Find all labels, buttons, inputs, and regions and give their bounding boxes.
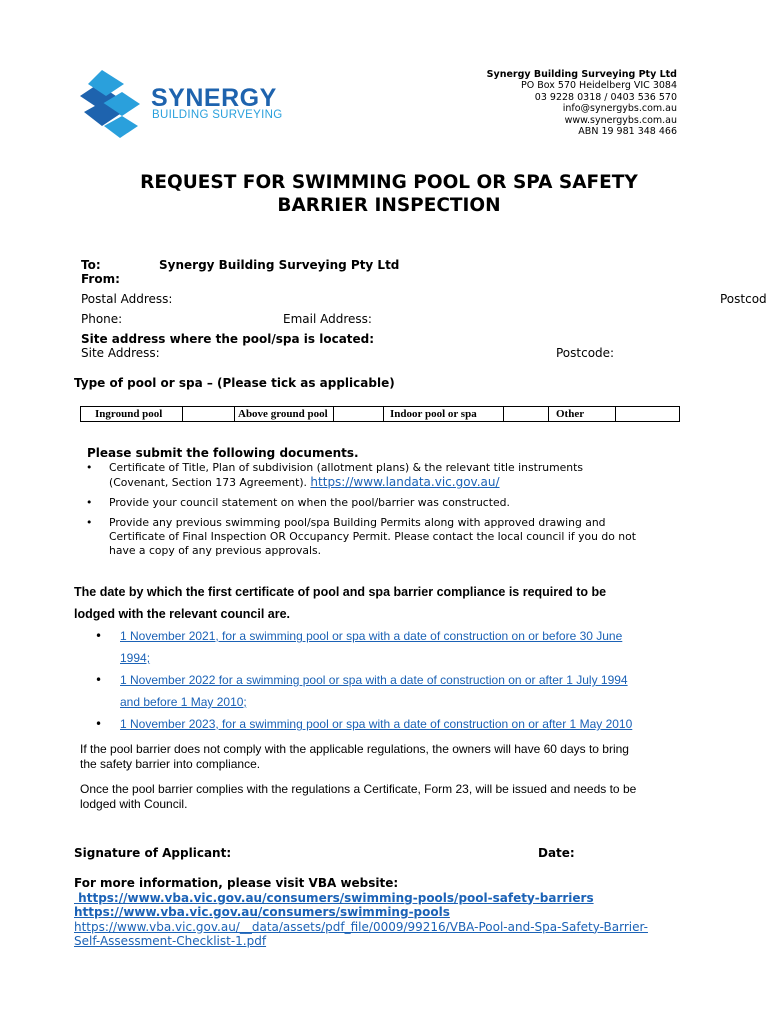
date-link-2022-cont[interactable]: and before 1 May 2010;: [120, 695, 247, 709]
from-label[interactable]: From:: [81, 272, 120, 286]
phone-label[interactable]: Phone:: [81, 312, 123, 326]
certificate-paragraph: Once the pool barrier complies with the regulations a Certificate, Form 23, will be issued and needs to be lodged with Council.: [80, 782, 637, 811]
pool-option-label: Other: [549, 407, 616, 421]
compliance-heading-2: lodged with the relevant council are.: [74, 607, 291, 621]
vba-swimming-pools-link[interactable]: https://www.vba.vic.gov.au/consumers/swimming-pools: [74, 905, 450, 919]
pool-option-checkbox[interactable]: [616, 407, 679, 421]
postcode-label-right[interactable]: Postcod: [720, 292, 767, 306]
title-line-1: REQUEST FOR SWIMMING POOL OR SPA SAFETY: [140, 172, 638, 193]
date-link-2021[interactable]: 1 November 2021, for a swimming pool or spa with a date of construction on or before 30 June: [120, 629, 623, 643]
vba-section: [74, 876, 648, 949]
page-title: [80, 171, 698, 217]
email-label[interactable]: Email Address:: [283, 312, 372, 326]
pool-option-label: Above ground pool: [235, 407, 334, 421]
postal-address-label[interactable]: Postal Address:: [81, 292, 173, 306]
bullet-icon: •: [95, 629, 103, 643]
date-link-2023[interactable]: 1 November 2023, for a swimming pool or spa with a date of construction on or after 1 May 2010: [120, 717, 633, 731]
site-address-label[interactable]: Site Address:: [81, 346, 160, 360]
company-website: www.synergybs.com.au: [564, 114, 677, 126]
company-name: Synergy Building Surveying Pty Ltd: [486, 69, 677, 80]
list-item: • Provide any previous swimming pool/spa Building Permits along with approved drawing and Certificate of Final Inspection OR Occupancy Permit. Please contact the local council if you do not have a copy of any previous approvals.: [86, 516, 636, 558]
company-email: info@synergybs.com.au: [562, 103, 677, 115]
vba-heading: For more information, please visit VBA website:: [74, 876, 399, 890]
vba-pool-safety-link[interactable]: https://www.vba.vic.gov.au/consumers/swimming-pools/pool-safety-barriers: [74, 890, 594, 905]
vba-checklist-link-cont[interactable]: Self-Assessment-Checklist-1.pdf: [74, 934, 267, 948]
company-phone: 03 9228 0318 / 0403 536 570: [534, 91, 677, 103]
to-label: To:: [81, 258, 101, 272]
company-details: [487, 69, 677, 137]
list-item: • Certificate of Title, Plan of subdivision (allotment plans) & the relevant title instruments (Covenant, Section 173 Agreement). https://www.landata.vic.gov.au/: [86, 461, 583, 490]
company-po-box: PO Box 570 Heidelberg VIC 3084: [521, 80, 677, 92]
non-compliance-paragraph: If the pool barrier does not comply with the applicable regulations, the owners will have 60 days to bring the safety barrier into compliance.: [80, 742, 629, 771]
pool-option-label: Inground pool: [81, 407, 183, 421]
pool-option-label: Indoor pool or spa: [384, 407, 504, 421]
site-heading: Site address where the pool/spa is located:: [81, 332, 375, 346]
pool-type-table: [80, 406, 680, 422]
bullet-icon: •: [86, 461, 93, 474]
pool-type-heading: Type of pool or spa – (Please tick as applicable): [74, 376, 395, 390]
bullet-icon: •: [95, 717, 103, 731]
list-item: • Provide your council statement on when the pool/barrier was constructed.: [86, 496, 510, 509]
pool-option-checkbox[interactable]: [183, 407, 235, 421]
pool-option-checkbox[interactable]: [334, 407, 384, 421]
date-label[interactable]: Date:: [538, 846, 575, 860]
logo-subtitle: BUILDING SURVEYING: [152, 109, 283, 121]
to-value: Synergy Building Surveying Pty Ltd: [159, 258, 400, 272]
bullet-icon: •: [86, 496, 93, 509]
company-abn: ABN 19 981 348 466: [578, 126, 677, 138]
date-link-2021-cont[interactable]: 1994;: [120, 651, 151, 665]
logo-name: SYNERGY: [151, 84, 277, 112]
date-link-2022[interactable]: 1 November 2022 for a swimming pool or spa with a date of construction on or after 1 July 1994: [120, 673, 628, 687]
documents-heading: Please submit the following documents.: [87, 446, 359, 460]
signature-label[interactable]: Signature of Applicant:: [74, 846, 232, 860]
landata-link[interactable]: https://www.landata.vic.gov.au/: [310, 475, 500, 490]
compliance-heading-1: The date by which the first certificate of pool and spa barrier compliance is required to be: [74, 585, 607, 599]
bullet-icon: •: [86, 516, 93, 529]
vba-checklist-link[interactable]: https://www.vba.vic.gov.au/__data/assets/pdf_file/0009/99216/VBA-Pool-and-Spa-Safety-Barrier-: [74, 919, 648, 934]
title-line-2: BARRIER INSPECTION: [277, 195, 501, 216]
site-postcode-label[interactable]: Postcode:: [556, 346, 615, 360]
bullet-icon: •: [95, 673, 103, 687]
pool-option-checkbox[interactable]: [504, 407, 549, 421]
